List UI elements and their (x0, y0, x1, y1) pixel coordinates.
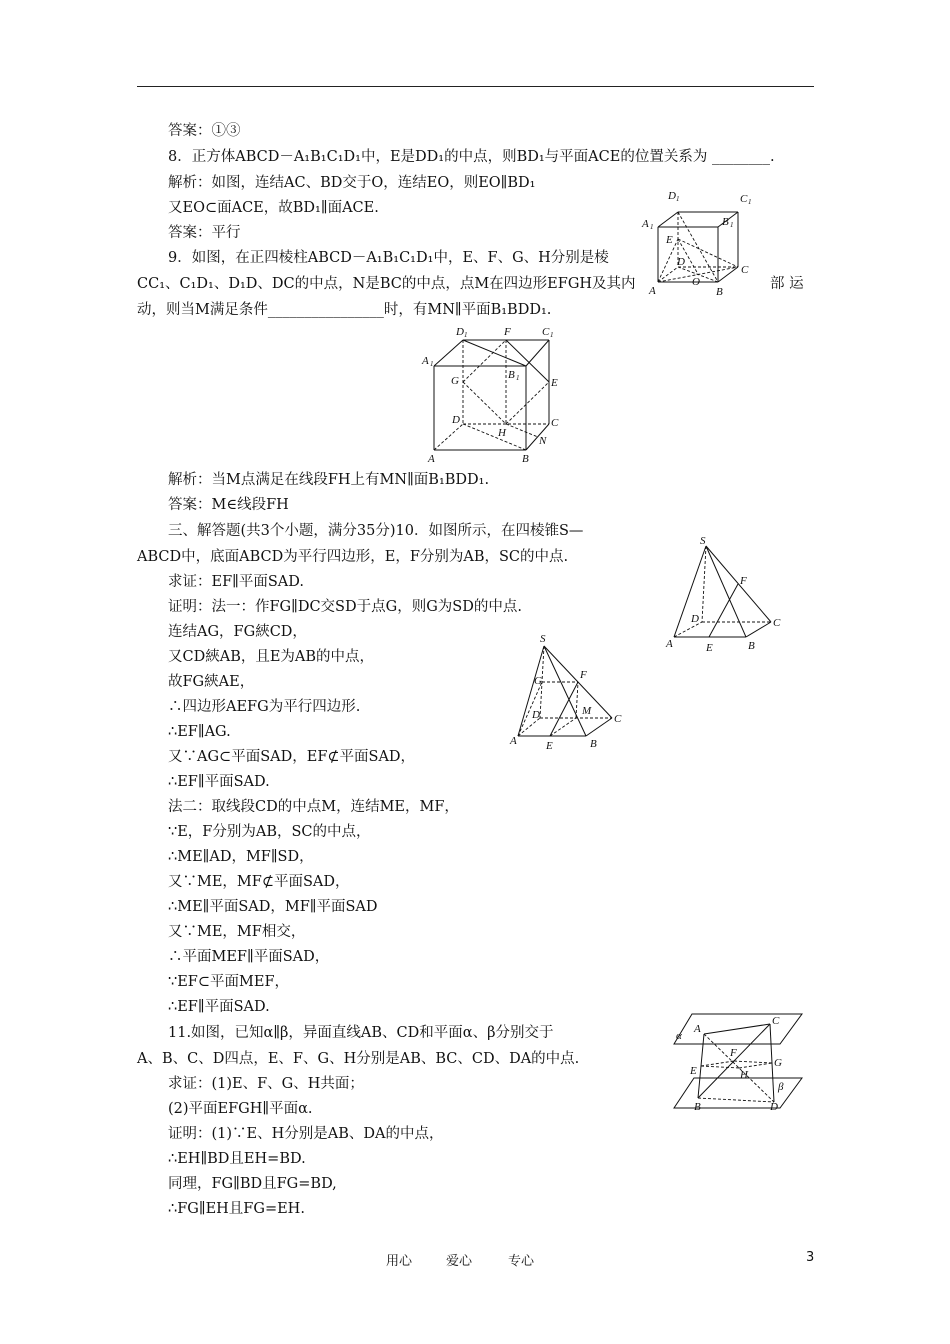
label-C: C (772, 1015, 780, 1027)
text-line: 部 运 (770, 276, 804, 292)
label-D: D (770, 1101, 778, 1113)
text-line: 故FG綊AE， (168, 674, 255, 690)
label-C: C (551, 417, 559, 429)
text-line: 又CD綊AB，且E为AB的中点， (168, 649, 375, 665)
label-A: A (649, 285, 656, 297)
answer-line: 答案：①③ (168, 123, 241, 139)
label-D1: D (456, 326, 464, 338)
subscript-1: 1 (748, 198, 752, 206)
label-G: G (774, 1057, 782, 1069)
label-B: B (694, 1101, 701, 1113)
text-line: 求证：(1)E、F、G、H共面； (168, 1076, 364, 1092)
text-line: ∴ME∥AD，MF∥SD， (168, 849, 314, 865)
label-F: F (730, 1047, 737, 1059)
prism-figure (418, 322, 568, 468)
text-line: 又∵ME，MF⊄平面SAD， (168, 874, 350, 890)
label-G: G (534, 675, 542, 687)
label-E: E (706, 642, 713, 654)
subscript-1: 1 (650, 223, 654, 231)
text-line: ∴平面MEF∥平面SAD， (168, 949, 330, 965)
label-D: D (691, 613, 699, 625)
label-F: F (740, 575, 747, 587)
label-D1: D (668, 190, 676, 202)
text-line: 证明：(1)∵E、H分别是AB、DA的中点， (168, 1126, 444, 1142)
text-line: ∵E，F分别为AB，SC的中点， (168, 824, 371, 840)
label-B: B (522, 453, 529, 465)
label-B1: B (722, 216, 729, 228)
text-line: ∴EF∥平面SAD. (168, 999, 270, 1015)
planes-figure (672, 1008, 807, 1120)
label-S: S (700, 535, 706, 547)
problem-9: 9．如图，在正四棱柱ABCD－A₁B₁C₁D₁中，E、F、G、H分别是棱 (168, 250, 609, 266)
label-C: C (773, 617, 781, 629)
text-line: ∴FG∥EH且FG=EH. (168, 1201, 305, 1217)
label-O: O (692, 276, 700, 288)
label-C1: C (740, 193, 748, 205)
page-number: 3 (806, 1250, 815, 1265)
label-B1: B (508, 369, 515, 381)
subscript-1: 1 (430, 360, 434, 368)
label-beta: β (778, 1081, 784, 1093)
label-E: E (690, 1065, 697, 1077)
label-F: F (580, 669, 587, 681)
problem-8: 8．正方体ABCD－A₁B₁C₁D₁中，E是DD₁的中点，则BD₁与平面ACE的位置关系为 ________. (168, 149, 775, 165)
label-F: F (504, 326, 511, 338)
text-line: ∵EF⊂平面MEF， (168, 974, 290, 990)
subscript-1: 1 (730, 221, 734, 229)
label-A1: A (422, 355, 429, 367)
label-D: D (452, 414, 460, 426)
text-line: A、B、C、D四点，E、F、G、H分别是AB、BC、CD、DA的中点. (137, 1051, 580, 1067)
label-E: E (551, 377, 558, 389)
label-A: A (666, 638, 673, 650)
label-A: A (428, 453, 435, 465)
subscript-1: 1 (550, 331, 554, 339)
footer-text: 用心 (386, 1254, 413, 1269)
text-line: 同理，FG∥BD且FG=BD, (168, 1176, 337, 1192)
label-B: B (590, 738, 597, 750)
label-B: B (716, 286, 723, 298)
subscript-1: 1 (676, 195, 680, 203)
label-E: E (546, 740, 553, 752)
text-line: ∴四边形AEFG为平行四边形. (168, 699, 361, 715)
text-line: ABCD中，底面ABCD为平行四边形，E，F分别为AB，SC的中点. (137, 549, 569, 565)
text-line: CC₁、C₁D₁、D₁D、DC的中点，N是BC的中点，点M在四边形EFGH及其内 (137, 276, 636, 292)
label-C1: C (542, 326, 550, 338)
header-rule (137, 86, 814, 87)
text-line: ∴ME∥平面SAD，MF∥平面SAD (168, 899, 378, 915)
text-line: 证明：法一：作FG∥DC交SD于点G，则G为SD的中点. (168, 599, 522, 615)
footer-text: 爱心 (446, 1254, 473, 1269)
text-line: ∴EF∥AG. (168, 724, 231, 740)
label-A: A (694, 1023, 701, 1035)
text-line: 连结AG，FG綊CD， (168, 624, 307, 640)
label-C: C (741, 264, 749, 276)
text-line: (2)平面EFGH∥平面α. (168, 1101, 313, 1117)
cube-figure (640, 185, 765, 300)
subscript-1: 1 (516, 374, 520, 382)
label-M: M (582, 705, 592, 717)
text-line: 动，则当M满足条件________________时，有MN∥平面B₁BDD₁. (137, 302, 552, 318)
label-alpha: α (676, 1030, 682, 1042)
footer-text: 专心 (508, 1254, 535, 1269)
pyramid-figure-2 (508, 632, 628, 754)
text-line: 又EO⊂面ACE，故BD₁∥面ACE. (168, 200, 379, 216)
text-line: 求证：EF∥平面SAD. (168, 574, 304, 590)
pyramid-figure (664, 534, 794, 656)
subscript-1: 1 (464, 331, 468, 339)
text-line: 又∵ME，MF相交， (168, 924, 306, 940)
label-A1: A (642, 218, 649, 230)
label-A: A (510, 735, 517, 747)
label-G: G (451, 375, 459, 387)
label-N: N (539, 435, 547, 447)
analysis-line: 解析：当M点满足在线段FH上有MN∥面B₁BDD₁. (168, 472, 490, 488)
text-line: ∴EF∥平面SAD. (168, 774, 270, 790)
label-H: H (498, 427, 506, 439)
label-D: D (532, 709, 540, 721)
problem-11: 11.如图，已知α∥β，异面直线AB、CD和平面α、β分别交于 (168, 1025, 554, 1041)
label-E: E (666, 234, 673, 246)
section-heading: 三、解答题(共3个小题，满分35分)10．如图所示，在四棱锥S— (168, 523, 584, 539)
label-C: C (614, 713, 622, 725)
answer-line: 答案：平行 (168, 225, 241, 241)
label-H: H (740, 1069, 748, 1081)
analysis-line: 解析：如图，连结AC、BD交于O，连结EO，则EO∥BD₁ (168, 175, 536, 191)
text-line: 又∵AG⊂平面SAD，EF⊄平面SAD， (168, 749, 416, 765)
label-B: B (748, 640, 755, 652)
text-line: 法二：取线段CD的中点M，连结ME，MF， (168, 799, 459, 815)
text-line: ∴EH∥BD且EH=BD. (168, 1151, 306, 1167)
label-S: S (540, 633, 546, 645)
label-D: D (677, 256, 685, 268)
answer-line: 答案：M∈线段FH (168, 497, 289, 513)
